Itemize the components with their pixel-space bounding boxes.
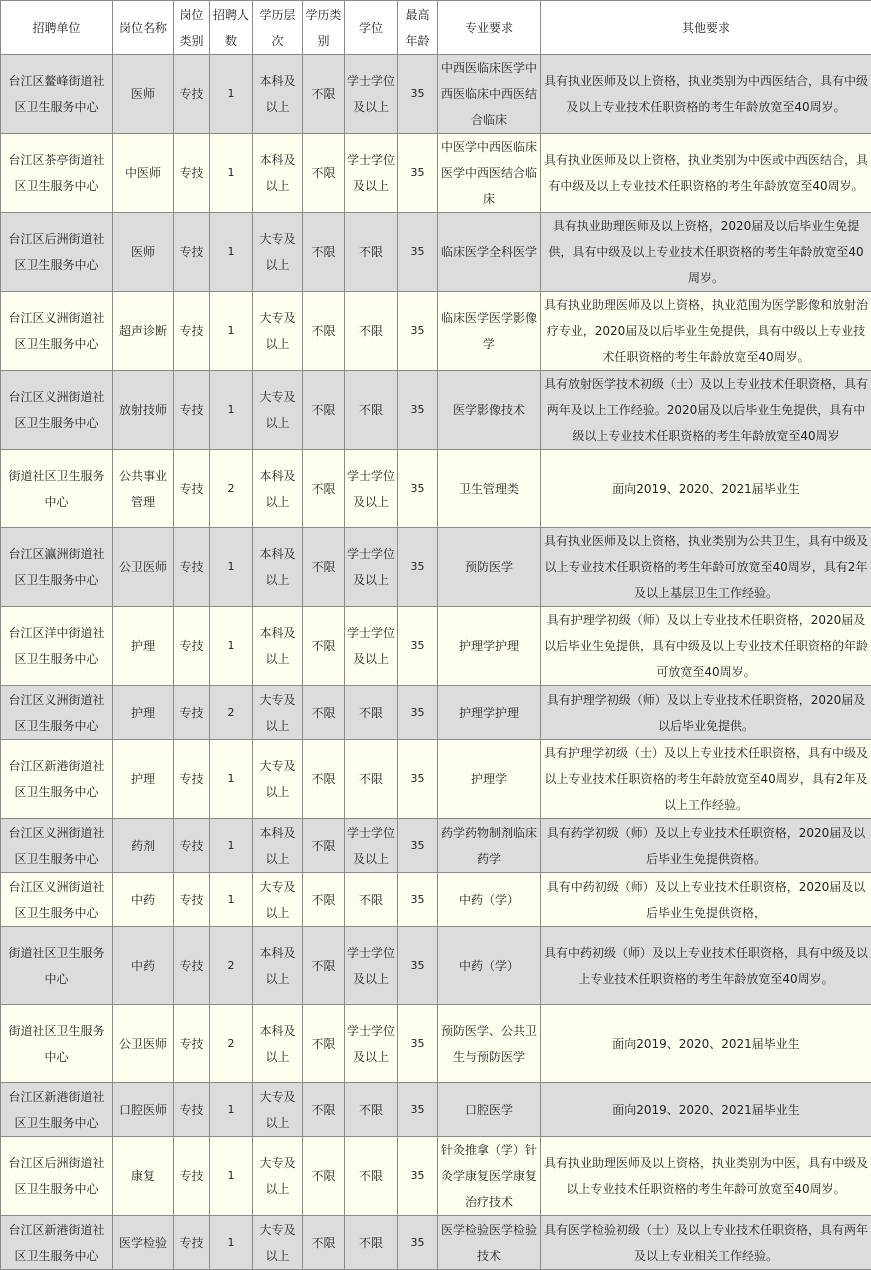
cell-cat: 不限 [303,55,345,134]
header-cat: 学历类别 [303,1,345,55]
cell-count: 1 [210,1137,253,1216]
cell-other: 具有执业助理医师及以上资格，执业范围为医学影像和放射治疗专业，2020届及以后毕业生免提供，具有中级以上专业技术任职资格的考生年龄放宽至40周岁。 [541,292,871,371]
cell-type: 专技 [174,819,210,873]
cell-degree: 不限 [345,292,398,371]
cell-other: 具有护理学初级（士）及以上专业技术任职资格，具有中级及以上专业技术任职资格的考生年龄放宽至40周岁，具有2年及以上工作经验。 [541,740,871,819]
cell-other: 具有药学初级（师）及以上专业技术任职资格，2020届及以后毕业生免提供资格。 [541,819,871,873]
cell-degree: 不限 [345,1083,398,1137]
cell-degree: 不限 [345,371,398,450]
cell-unit: 街道社区卫生服务中心 [1,450,113,528]
cell-edu: 本科及以上 [253,1005,303,1083]
cell-other: 具有执业助理医师及以上资格，执业类别为中医，具有中级及以上专业技术任职资格的考生年龄可放宽至40周岁。 [541,1137,871,1216]
cell-type: 专技 [174,686,210,740]
cell-other: 具有执业医师及以上资格，执业类别为中医或中西医结合，具有中级及以上专业技术任职资格的考生年龄放宽至40周岁。 [541,134,871,213]
cell-type: 专技 [174,873,210,927]
cell-degree: 学士学位及以上 [345,819,398,873]
cell-count: 2 [210,927,253,1005]
cell-major: 中药（学） [438,873,541,927]
cell-degree: 学士学位及以上 [345,528,398,607]
cell-major: 药学药物制剂临床药学 [438,819,541,873]
cell-count: 1 [210,292,253,371]
cell-other: 具有执业医师及以上资格，执业类别为公共卫生，具有中级及以上专业技术任职资格的考生年龄可放宽至40周岁，具有2年及以上基层卫生工作经验。 [541,528,871,607]
cell-edu: 大专及以上 [253,1216,303,1270]
cell-cat: 不限 [303,1137,345,1216]
cell-age: 35 [398,450,438,528]
cell-age: 35 [398,1083,438,1137]
cell-cat: 不限 [303,371,345,450]
header-unit: 招聘单位 [1,1,113,55]
cell-degree: 学士学位及以上 [345,55,398,134]
cell-type: 专技 [174,55,210,134]
cell-post: 护理 [113,686,174,740]
cell-cat: 不限 [303,1005,345,1083]
cell-post: 护理 [113,740,174,819]
cell-major: 中医学中西医临床医学中西医结合临床 [438,134,541,213]
table-row [1,873,871,927]
cell-degree: 不限 [345,740,398,819]
cell-type: 专技 [174,1005,210,1083]
cell-cat: 不限 [303,927,345,1005]
table-row [1,819,871,873]
cell-degree: 不限 [345,1137,398,1216]
cell-unit: 台江区义洲街道社区卫生服务中心 [1,371,113,450]
cell-type: 专技 [174,134,210,213]
cell-post: 医师 [113,55,174,134]
cell-major: 护理学 [438,740,541,819]
cell-type: 专技 [174,740,210,819]
cell-edu: 本科及以上 [253,134,303,213]
cell-cat: 不限 [303,1216,345,1270]
cell-count: 1 [210,819,253,873]
cell-type: 专技 [174,1216,210,1270]
cell-degree: 学士学位及以上 [345,607,398,686]
cell-edu: 大专及以上 [253,292,303,371]
cell-edu: 大专及以上 [253,873,303,927]
cell-age: 35 [398,213,438,292]
cell-count: 1 [210,213,253,292]
cell-post: 康复 [113,1137,174,1216]
cell-major: 护理学护理 [438,686,541,740]
cell-age: 35 [398,819,438,873]
cell-age: 35 [398,607,438,686]
header-edu: 学历层次 [253,1,303,55]
cell-degree: 学士学位及以上 [345,1005,398,1083]
cell-major: 卫生管理类 [438,450,541,528]
cell-age: 35 [398,1216,438,1270]
cell-cat: 不限 [303,607,345,686]
cell-post: 超声诊断 [113,292,174,371]
cell-post: 医师 [113,213,174,292]
cell-edu: 本科及以上 [253,528,303,607]
cell-cat: 不限 [303,686,345,740]
cell-age: 35 [398,927,438,1005]
cell-major: 医学检验医学检验技术 [438,1216,541,1270]
cell-edu: 大专及以上 [253,371,303,450]
cell-unit: 台江区义洲街道社区卫生服务中心 [1,873,113,927]
table-row [1,213,871,292]
cell-edu: 大专及以上 [253,686,303,740]
cell-degree: 不限 [345,873,398,927]
header-count: 招聘人数 [210,1,253,55]
table-row [1,1005,871,1083]
table-row [1,371,871,450]
table-row [1,607,871,686]
table-row [1,55,871,134]
cell-other: 具有护理学初级（师）及以上专业技术任职资格，2020届及以后毕业免提供。 [541,686,871,740]
cell-post: 公卫医师 [113,1005,174,1083]
cell-other: 具有执业助理医师及以上资格，2020届及以后毕业生免提供，具有中级及以上专业技术任职资格的考生年龄放宽至40周岁。 [541,213,871,292]
table-row [1,740,871,819]
cell-edu: 大专及以上 [253,1083,303,1137]
cell-other: 具有中药初级（师）及以上专业技术任职资格，具有中级及以上专业技术任职资格的考生年龄放宽至40周岁。 [541,927,871,1005]
cell-unit: 台江区新港街道社区卫生服务中心 [1,1216,113,1270]
cell-count: 1 [210,740,253,819]
cell-age: 35 [398,292,438,371]
cell-other: 具有放射医学技术初级（士）及以上专业技术任职资格，具有两年及以上工作经验。2020届及以后毕业生免提供，具有中级以上专业技术任职资格的考生年龄放宽至40周岁 [541,371,871,450]
cell-edu: 本科及以上 [253,927,303,1005]
cell-cat: 不限 [303,292,345,371]
table-row [1,450,871,528]
cell-age: 35 [398,371,438,450]
cell-post: 口腔医师 [113,1083,174,1137]
cell-cat: 不限 [303,740,345,819]
cell-unit: 台江区瀛洲街道社区卫生服务中心 [1,528,113,607]
cell-count: 2 [210,1005,253,1083]
table-row [1,134,871,213]
cell-unit: 台江区后洲街道社区卫生服务中心 [1,1137,113,1216]
cell-cat: 不限 [303,528,345,607]
cell-unit: 台江区新港街道社区卫生服务中心 [1,740,113,819]
cell-cat: 不限 [303,450,345,528]
table-row [1,927,871,1005]
cell-post: 公共事业管理 [113,450,174,528]
cell-count: 1 [210,607,253,686]
cell-age: 35 [398,528,438,607]
cell-age: 35 [398,686,438,740]
cell-edu: 大专及以上 [253,213,303,292]
cell-type: 专技 [174,927,210,1005]
cell-other: 面向2019、2020、2021届毕业生 [541,1083,871,1137]
cell-post: 中药 [113,927,174,1005]
cell-cat: 不限 [303,873,345,927]
cell-count: 1 [210,55,253,134]
cell-other: 面向2019、2020、2021届毕业生 [541,450,871,528]
cell-edu: 本科及以上 [253,450,303,528]
cell-post: 公卫医师 [113,528,174,607]
cell-unit: 台江区鳌峰街道社区卫生服务中心 [1,55,113,134]
cell-count: 1 [210,1216,253,1270]
cell-age: 35 [398,1137,438,1216]
table-row [1,1137,871,1216]
cell-age: 35 [398,873,438,927]
cell-degree: 学士学位及以上 [345,927,398,1005]
header-other: 其他要求 [541,1,871,55]
cell-post: 药剂 [113,819,174,873]
cell-unit: 台江区茶亭街道社区卫生服务中心 [1,134,113,213]
cell-other: 具有护理学初级（师）及以上专业技术任职资格，2020届及以后毕业生免提供，具有中级及以上专业技术任职资格的年龄可放宽至40周岁。 [541,607,871,686]
cell-major: 临床医学医学影像学 [438,292,541,371]
cell-age: 35 [398,134,438,213]
cell-major: 护理学护理 [438,607,541,686]
header-type: 岗位类别 [174,1,210,55]
cell-major: 临床医学全科医学 [438,213,541,292]
cell-edu: 大专及以上 [253,1137,303,1216]
table-row [1,292,871,371]
cell-other: 面向2019、2020、2021届毕业生 [541,1005,871,1083]
cell-type: 专技 [174,1083,210,1137]
cell-type: 专技 [174,528,210,607]
cell-edu: 大专及以上 [253,740,303,819]
cell-count: 1 [210,134,253,213]
cell-type: 专技 [174,450,210,528]
cell-other: 具有中药初级（师）及以上专业技术任职资格，2020届及以后毕业生免提供资格， [541,873,871,927]
cell-major: 针灸推拿（学）针灸学康复医学康复治疗技术 [438,1137,541,1216]
header-degree: 学位 [345,1,398,55]
table-row [1,686,871,740]
cell-other: 具有执业医师及以上资格，执业类别为中西医结合，具有中级及以上专业技术任职资格的考生年龄放宽至40周岁。 [541,55,871,134]
cell-cat: 不限 [303,1083,345,1137]
cell-unit: 街道社区卫生服务中心 [1,1005,113,1083]
cell-unit: 台江区义洲街道社区卫生服务中心 [1,686,113,740]
cell-count: 1 [210,528,253,607]
cell-cat: 不限 [303,819,345,873]
cell-degree: 不限 [345,686,398,740]
cell-type: 专技 [174,292,210,371]
cell-edu: 本科及以上 [253,55,303,134]
cell-cat: 不限 [303,213,345,292]
cell-major: 预防医学 [438,528,541,607]
cell-post: 放射技师 [113,371,174,450]
header-post: 岗位名称 [113,1,174,55]
cell-age: 35 [398,55,438,134]
table-row [1,1216,871,1270]
cell-post: 医学检验 [113,1216,174,1270]
cell-unit: 台江区义洲街道社区卫生服务中心 [1,819,113,873]
cell-count: 1 [210,371,253,450]
cell-edu: 本科及以上 [253,819,303,873]
cell-major: 预防医学、公共卫生与预防医学 [438,1005,541,1083]
cell-degree: 不限 [345,1216,398,1270]
table-row [1,528,871,607]
cell-type: 专技 [174,607,210,686]
cell-major: 中西医临床医学中西医临床中西医结合临床 [438,55,541,134]
cell-other: 具有医学检验初级（士）及以上专业技术任职资格，具有两年及以上专业相关工作经验。 [541,1216,871,1270]
cell-count: 2 [210,686,253,740]
cell-unit: 台江区义洲街道社区卫生服务中心 [1,292,113,371]
cell-post: 中医师 [113,134,174,213]
header-age: 最高年龄 [398,1,438,55]
cell-type: 专技 [174,371,210,450]
cell-count: 2 [210,450,253,528]
cell-type: 专技 [174,213,210,292]
cell-unit: 台江区后洲街道社区卫生服务中心 [1,213,113,292]
cell-post: 护理 [113,607,174,686]
cell-degree: 学士学位及以上 [345,134,398,213]
cell-edu: 本科及以上 [253,607,303,686]
cell-age: 35 [398,1005,438,1083]
cell-unit: 台江区新港街道社区卫生服务中心 [1,1083,113,1137]
header-major: 专业要求 [438,1,541,55]
cell-degree: 不限 [345,213,398,292]
cell-count: 1 [210,873,253,927]
table-header-row [1,1,871,55]
cell-cat: 不限 [303,134,345,213]
cell-major: 医学影像技术 [438,371,541,450]
cell-post: 中药 [113,873,174,927]
cell-age: 35 [398,740,438,819]
cell-count: 1 [210,1083,253,1137]
cell-major: 中药（学） [438,927,541,1005]
cell-type: 专技 [174,1137,210,1216]
cell-degree: 学士学位及以上 [345,450,398,528]
cell-unit: 街道社区卫生服务中心 [1,927,113,1005]
cell-unit: 台江区洋中街道社区卫生服务中心 [1,607,113,686]
cell-major: 口腔医学 [438,1083,541,1137]
table-row [1,1083,871,1137]
